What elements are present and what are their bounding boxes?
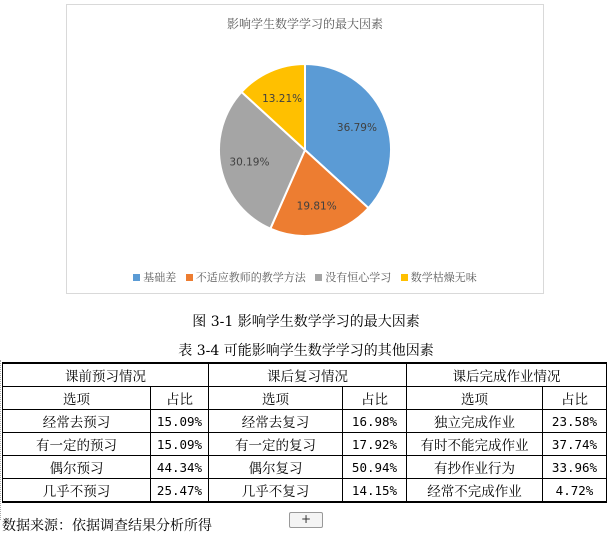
table-cell: 偶尔预习: [3, 456, 151, 479]
pie-slice-label-3: 13.21%: [262, 93, 303, 106]
table-cell: 经常去预习: [3, 410, 151, 433]
table-cell: 37.74%: [543, 433, 607, 456]
table-cell: 有抄作业行为: [407, 456, 543, 479]
group-header-preview: 课前预习情况: [3, 363, 209, 387]
table-cell: 23.58%: [543, 410, 607, 433]
table-cell: 15.09%: [151, 433, 209, 456]
table-cell: 15.09%: [151, 410, 209, 433]
table-cell: 50.94%: [343, 456, 407, 479]
pie-chart-svg: [67, 5, 543, 293]
legend-label-1: 不适应教师的教学方法: [195, 271, 306, 284]
legend-item-1: [186, 269, 306, 285]
table-row: [3, 456, 607, 479]
subheader-option: 选项: [3, 387, 151, 410]
table-cell: 几乎不预习: [3, 479, 151, 503]
table-cell: 44.34%: [151, 456, 209, 479]
group-header-homework: 课后完成作业情况: [407, 363, 607, 387]
table-cell: 4.72%: [543, 479, 607, 503]
pie-slice-label-1: 19.81%: [296, 200, 337, 213]
table-row: [3, 410, 607, 433]
chart-legend: [67, 269, 543, 285]
pie-slice-label-2: 30.19%: [229, 156, 270, 169]
table-subheader-row: [3, 387, 607, 410]
legend-swatch-1: [186, 274, 193, 281]
table-cell: 17.92%: [343, 433, 407, 456]
chart-title: 影响学生数学学习的最大因素: [226, 17, 383, 31]
table-cell: 偶尔复习: [209, 456, 343, 479]
table-cell: 有一定的复习: [209, 433, 343, 456]
table-cell: 16.98%: [343, 410, 407, 433]
table-cell: 25.47%: [151, 479, 209, 503]
table-row: [3, 479, 607, 503]
table-row: [3, 433, 607, 456]
table-cell: 经常不完成作业: [407, 479, 543, 503]
table-group-header-row: [3, 363, 607, 387]
subheader-share: 占比: [343, 387, 407, 410]
table-cell: 有一定的预习: [3, 433, 151, 456]
subheader-option: 选项: [209, 387, 343, 410]
figure-caption: 图 3-1 影响学生数学学习的最大因素: [192, 314, 420, 330]
pie-slice-label-0: 36.79%: [336, 122, 377, 135]
group-header-review: 课后复习情况: [209, 363, 407, 387]
subheader-share: 占比: [543, 387, 607, 410]
legend-label-2: 没有恒心学习: [325, 271, 392, 284]
table-cell: 经常去复习: [209, 410, 343, 433]
table-cell: 33.96%: [543, 456, 607, 479]
legend-label-0: 基础差: [143, 271, 177, 284]
legend-swatch-0: [133, 274, 140, 281]
legend-swatch-3: [401, 274, 408, 281]
subheader-share: 占比: [151, 387, 209, 410]
legend-swatch-2: [315, 274, 322, 281]
table-cell: 独立完成作业: [407, 410, 543, 433]
subheader-option: 选项: [407, 387, 543, 410]
pie-chart: [66, 4, 544, 294]
table-cell: 几乎不复习: [209, 479, 343, 503]
legend-item-3: [401, 269, 477, 285]
table-cell: 14.15%: [343, 479, 407, 503]
legend-label-3: 数学枯燥无味: [410, 271, 477, 284]
add-row-button[interactable]: +: [289, 512, 323, 528]
legend-item-2: [315, 269, 391, 285]
table-caption: 表 3-4 可能影响学生数学学习的其他因素: [178, 343, 434, 359]
legend-item-0: [133, 269, 176, 285]
data-table: [2, 362, 607, 503]
data-source-note: 数据来源：依据调查结果分析所得: [2, 518, 212, 534]
table-cell: 有时不能完成作业: [407, 433, 543, 456]
